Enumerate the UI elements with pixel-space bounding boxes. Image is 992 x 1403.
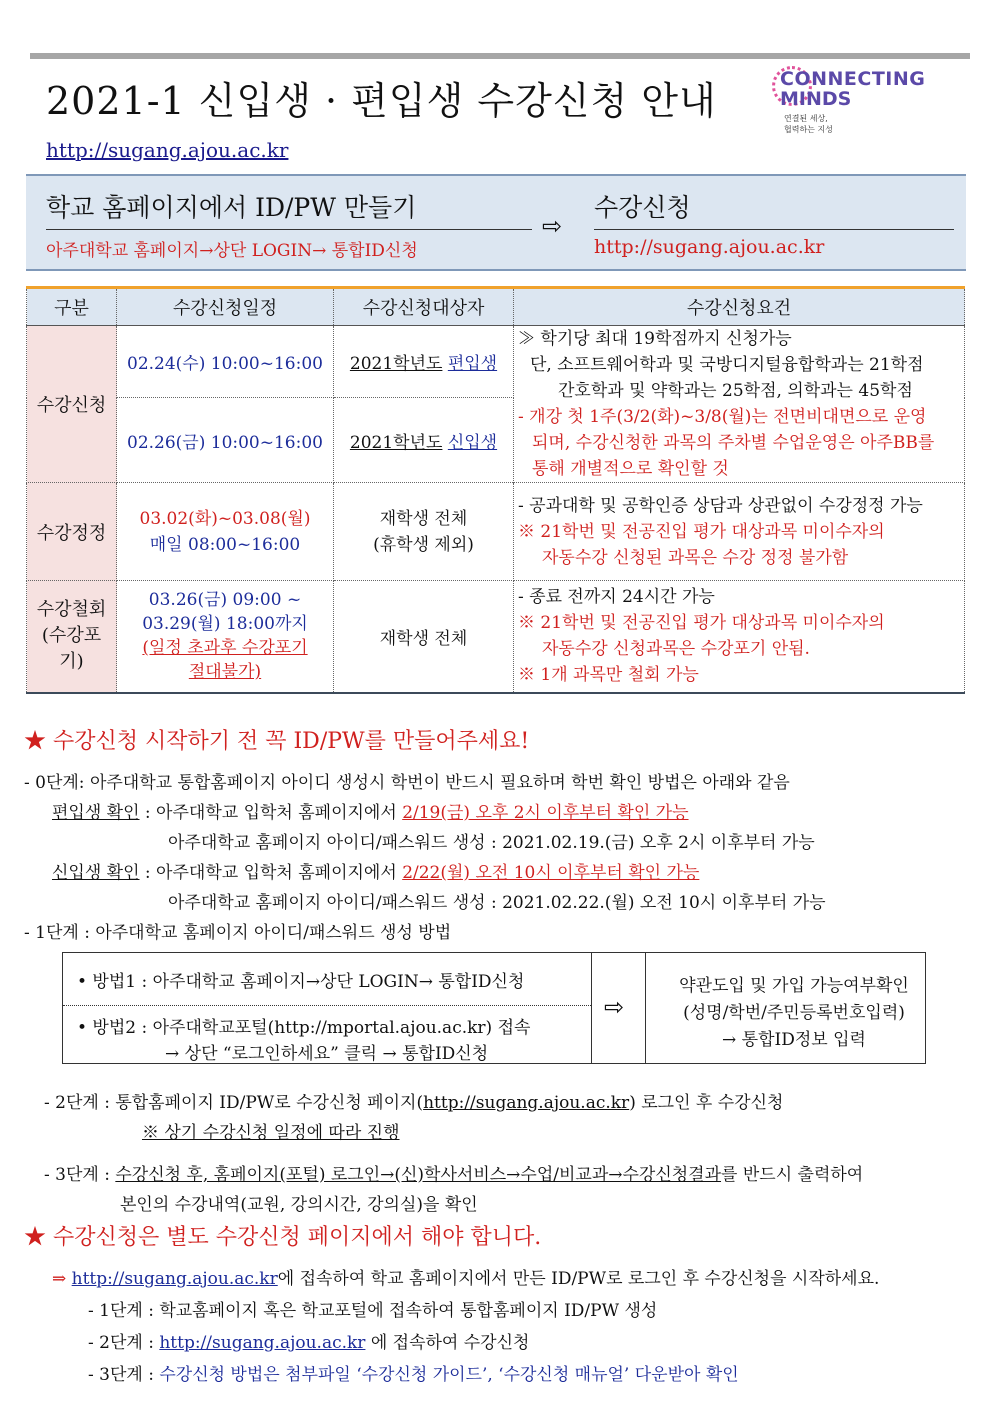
target-year: 2021학년도 <box>349 354 443 375</box>
adjust-date-range: 03.02(화)~03.08(월) <box>139 508 311 529</box>
req-line-red: ※ 1개 과목만 철회 가능 <box>518 665 699 686</box>
method2-sub-text: → 상단 “로그인하세요” 클릭 → 통합ID신청 <box>165 1044 489 1064</box>
method1-text: • 방법1 : 아주대학교 홈페이지→상단 LOGIN→ 통합ID신청 <box>77 972 525 992</box>
connecting-minds-logo <box>772 66 942 148</box>
category-drop-1: 수강철회 <box>36 599 107 621</box>
adjust-daily-time: 매일 08:00~16:00 <box>149 534 301 555</box>
register-requirements <box>514 326 965 483</box>
table-header-row <box>27 288 965 326</box>
logo-text-1: CONNECTING <box>780 68 926 90</box>
steps-banner <box>26 174 966 271</box>
drop-date-start: 03.26(금) 09:00 ~ <box>148 590 302 611</box>
drop-date-end: 03.29(월) 18:00까지 <box>142 614 308 635</box>
adjust-requirements <box>514 483 965 581</box>
section2-lead-text: 에 접속하여 학교 홈페이지에서 만든 ID/PW로 로그인 후 수강신청을 시작하세요. <box>277 1269 880 1289</box>
section2-title: ★ 수강신청은 별도 수강신청 페이지에서 해야 합니다. <box>24 1225 542 1250</box>
table-row <box>27 483 965 581</box>
box-row-divider <box>63 1005 591 1007</box>
table-row <box>27 326 965 398</box>
drop-requirements <box>514 581 965 693</box>
req-line: - 공과대학 및 공학인증 상담과 상관없이 수강정정 가능 <box>518 495 923 516</box>
target-transfer: 편입생 <box>447 354 498 375</box>
logo-text-2: MINDS <box>780 88 852 110</box>
arrow-right-icon: ⇨ <box>542 212 563 240</box>
section2-lead <box>52 1264 879 1289</box>
id-method-box <box>62 952 926 1064</box>
target-freshman: 신입생 <box>447 432 498 453</box>
box-divider <box>591 953 592 1063</box>
step1-text: - 1단계 : 아주대학교 홈페이지 아이디/패스워드 생성 방법 <box>24 923 452 943</box>
s2-pre: - 2단계 : <box>88 1333 160 1353</box>
category-adjust: 수강정정 <box>27 483 117 581</box>
freshman-label: 신입생 확인 <box>52 863 140 883</box>
transfer-check-line <box>52 798 689 823</box>
arrow-right-icon: ⇨ <box>604 993 625 1021</box>
s3-pre: - 3단계 : <box>88 1365 160 1385</box>
req-line-red: ※ 21학번 및 전공진입 평가 대상과목 미이수자의 <box>518 613 885 634</box>
step-register-url[interactable]: http://sugang.ajou.ac.kr <box>594 236 825 258</box>
drop-date <box>117 581 334 693</box>
step2-pre: - 2단계 : 통합홈페이지 ID/PW로 수강신청 페이지( <box>44 1093 424 1113</box>
step-register-underline <box>594 229 954 230</box>
step-id-title: 학교 홈페이지에서 ID/PW 만들기 <box>46 193 417 222</box>
drop-warning-1: (일정 초과후 수강포기 <box>142 638 308 659</box>
req-line-red: ※ 21학번 및 전공진입 평가 대상과목 미이수자의 <box>518 521 885 542</box>
step3-pre: - 3단계 : <box>44 1165 116 1185</box>
box-divider <box>645 953 646 1063</box>
box-right-line: → 통합ID정보 입력 <box>722 1030 866 1050</box>
step-id-underline <box>46 229 532 230</box>
method2-text: • 방법2 : 아주대학교포털(http://mportal.ajou.ac.kr) 접속 <box>77 1018 531 1038</box>
req-line: ≫ 학기당 최대 19학점까지 신청가능 <box>518 329 792 349</box>
step3-post: 를 반드시 출력하여 <box>721 1165 864 1185</box>
freshman-date: 2/22(월) 오전 10시 이후부터 확인 가능 <box>402 863 700 883</box>
req-line: 단, 소프트웨어학과 및 국방디지털융합학과는 21학점 <box>530 355 924 375</box>
register-date-1: 02.24(수) 10:00~16:00 <box>117 326 334 398</box>
step-register-title: 수강신청 <box>594 193 691 222</box>
schedule-table <box>26 286 965 694</box>
box-right-line: (성명/학번/주민등록번호입력) <box>683 1003 905 1023</box>
header-target: 수강신청대상자 <box>334 288 514 326</box>
section2-step2 <box>88 1328 529 1353</box>
s2-post: 에 접속하여 수강신청 <box>365 1333 530 1353</box>
section2-step1: - 1단계 : 학교홈페이지 혹은 학교포털에 접속하여 통합홈페이지 ID/PW 생성 <box>88 1301 658 1321</box>
req-line-red: 되며, 수강신청한 과목의 주차별 수업운영은 아주BB를 <box>532 433 935 453</box>
category-drop <box>27 581 117 693</box>
top-divider <box>30 53 970 59</box>
adjust-target <box>334 483 514 581</box>
drop-warning-2: 절대불가) <box>188 662 262 683</box>
logo-subtext-1: 연결된 세상, <box>784 114 828 123</box>
s2-url-link[interactable]: http://sugang.ajou.ac.kr <box>159 1333 366 1353</box>
header-schedule: 수강신청일정 <box>117 288 334 326</box>
transfer-id-line: 아주대학교 홈페이지 아이디/패스워드 생성 : 2021.02.19.(금) 오후 2시 이후부터 가능 <box>168 833 815 853</box>
box-right-text <box>663 973 925 1054</box>
step2-post: ) 로그인 후 수강신청 <box>629 1093 784 1113</box>
header-requirements: 수강신청요건 <box>514 288 965 326</box>
freshman-id-line: 아주대학교 홈페이지 아이디/패스워드 생성 : 2021.02.22.(월) 오전 10시 이후부터 가능 <box>168 893 826 913</box>
drop-target: 재학생 전체 <box>334 581 514 693</box>
freshman-text: : 아주대학교 입학처 홈페이지에서 <box>144 863 403 883</box>
req-line-red: 통해 개별적으로 확인할 것 <box>532 459 729 479</box>
step-id-desc: 아주대학교 홈페이지→상단 LOGIN→ 통합ID신청 <box>46 241 418 261</box>
req-line: 간호학과 및 약학과는 25학점, 의학과는 45학점 <box>558 381 913 401</box>
register-target-2 <box>334 398 514 483</box>
req-line-red: 자동수강 신청과목은 수강포기 안됨. <box>542 639 810 660</box>
target-year: 2021학년도 <box>349 432 443 453</box>
section2-url-link[interactable]: http://sugang.ajou.ac.kr <box>71 1269 278 1289</box>
transfer-text: : 아주대학교 입학처 홈페이지에서 <box>144 803 403 823</box>
req-line-red: 자동수강 신청된 과목은 수강 정정 불가함 <box>542 547 849 568</box>
adjust-target-1: 재학생 전체 <box>379 508 468 529</box>
register-date-2: 02.26(금) 10:00~16:00 <box>117 398 334 483</box>
header-category: 구분 <box>27 288 117 326</box>
table-row <box>27 581 965 693</box>
req-line-red: - 개강 첫 1주(3/2(화)~3/8(월)는 전면비대면으로 운영 <box>518 407 927 427</box>
header-url-link[interactable]: http://sugang.ajou.ac.kr <box>46 138 289 162</box>
box-right-line: 약관도입 및 가입 가능여부확인 <box>679 976 909 996</box>
step3-path: 수강신청 후, 홈페이지(포털) 로그인→(신)학사서비스→수업/비교과→수강신청결과 <box>115 1165 722 1185</box>
step3-line2: 본인의 수강내역(교원, 강의시간, 강의실)을 확인 <box>120 1195 478 1215</box>
arrow-icon: ⇒ <box>52 1269 67 1289</box>
step2-line <box>44 1088 783 1113</box>
step2-note: ※ 상기 수강신청 일정에 따라 진행 <box>142 1123 400 1143</box>
s3-guide-text: 수강신청 방법은 첨부파일 ‘수강신청 가이드’, ‘수강신청 매뉴얼’ 다운받아 확인 <box>159 1365 739 1385</box>
transfer-label: 편입생 확인 <box>52 803 140 823</box>
section1-title: ★ 수강신청 시작하기 전 꼭 ID/PW를 만들어주세요! <box>24 729 530 754</box>
page-title: 2021-1 신입생 · 편입생 수강신청 안내 <box>46 79 717 123</box>
section2-step3 <box>88 1360 739 1385</box>
transfer-date: 2/19(금) 오후 2시 이후부터 확인 가능 <box>402 803 689 823</box>
step2-url-link[interactable]: http://sugang.ajou.ac.kr <box>423 1093 630 1113</box>
logo-subtext-2: 협력하는 지성 <box>784 125 833 134</box>
freshman-check-line <box>52 858 699 883</box>
step3-line <box>44 1160 863 1185</box>
adjust-target-2: (휴학생 제외) <box>373 534 474 555</box>
adjust-date <box>117 483 334 581</box>
req-line: - 종료 전까지 24시간 가능 <box>518 587 715 608</box>
step0-text: - 0단계: 아주대학교 통합홈페이지 아이디 생성시 학번이 반드시 필요하며 학번 확인 방법은 아래와 같음 <box>24 773 790 793</box>
category-drop-2: (수강포기) <box>41 625 102 673</box>
register-target-1 <box>334 326 514 398</box>
category-register: 수강신청 <box>27 326 117 483</box>
